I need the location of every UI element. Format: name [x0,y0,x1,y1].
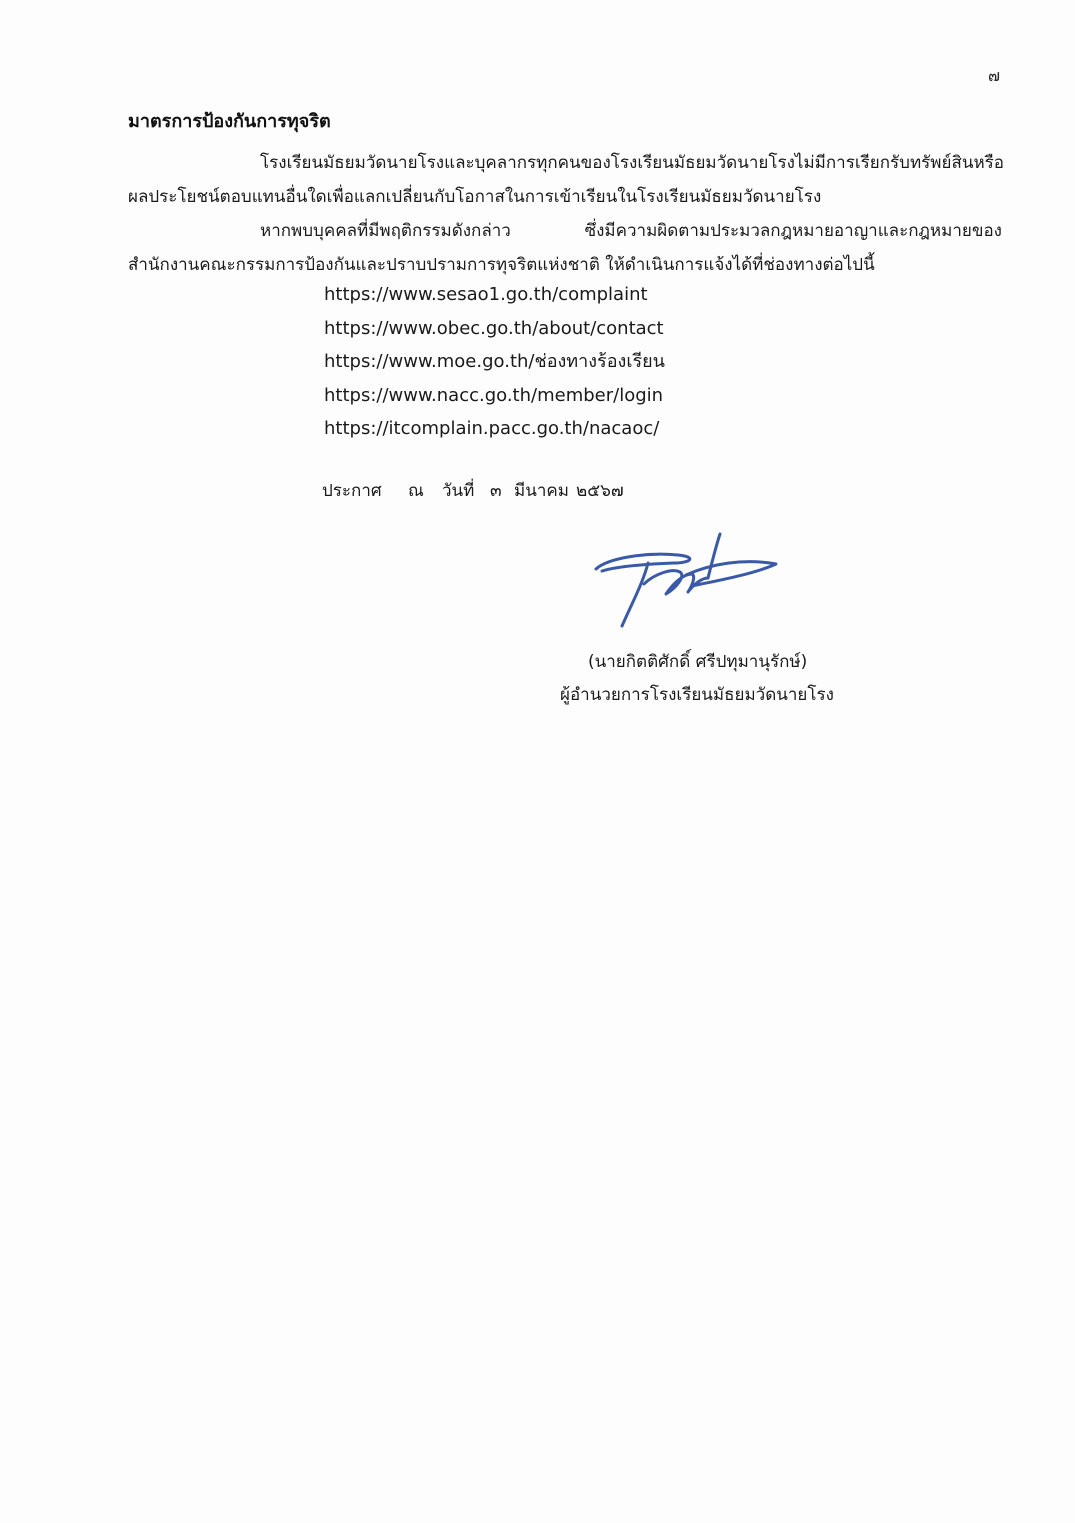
announcement-day: ๓ [490,481,502,501]
announcement-date-line [322,477,624,504]
complaint-link-sesao1: https://www.sesao1.go.th/complaint [324,284,648,305]
complaint-link-pacc: https://itcomplain.pacc.go.th/nacaoc/ [324,418,660,439]
signature-stroke-underline [596,554,690,571]
paragraph-line-text: โรงเรียนมัธยมวัดนายโรงและบุคลากรทุกคนของโรงเรียนมัธยมวัดนายโรงไม่มีการเรียกรับทรัพย์สินหรือ [260,153,1004,173]
signer-name: (นายกิตติศักดิ์ ศรีปทุมานุรักษ์) [588,652,808,672]
section-heading: มาตรการป้องกันการทุจริต [128,111,331,132]
paragraph-line: ผลประโยชน์ตอบแทนอื่นใดเพื่อแลกเปลี่ยนกับโอกาสในการเข้าเรียนในโรงเรียนมัธยมวัดนายโรง [128,187,822,207]
paragraph-report-channels [128,214,1002,282]
signature-stroke-loop [644,571,708,594]
complaint-link-moe: https://www.moe.go.th/ช่องทางร้องเรียน [324,351,665,372]
announcement-at: ณ [408,481,424,501]
signature-stroke-main [622,563,648,626]
announcement-month: มีนาคม [514,481,569,501]
complaint-link-nacc: https://www.nacc.go.th/member/login [324,384,664,406]
paragraph-line-text: หากพบบุคคลที่มีพฤติกรรมดังกล่าว ซึ่งมีความผิดตามประมวลกฎหมายอาญาและกฎหมายของ [260,221,1002,241]
signer-title: ผู้อำนวยการโรงเรียนมัธยมวัดนายโรง [560,685,834,705]
announcement-year: ๒๕๖๗ [576,481,624,501]
announcement-label: ประกาศ [322,481,382,501]
paragraph-line: สำนักงานคณะกรรมการป้องกันและปราบปรามการทุจริตแห่งชาติ ให้ดำเนินการแจ้งได้ที่ช่องทางต่อไปนี้ [128,255,875,275]
handwritten-signature [588,528,788,636]
paragraph-line [128,146,1002,180]
complaint-link-obec: https://www.obec.go.th/about/contact [324,317,664,339]
page-number: ๗ [988,66,1001,85]
signature-stroke-rise [708,534,720,578]
paragraph-line [128,214,1002,248]
complaint-link-list [324,278,665,446]
announcement-date-label: วันที่ [442,481,475,501]
paragraph-no-bribery [128,146,1002,214]
